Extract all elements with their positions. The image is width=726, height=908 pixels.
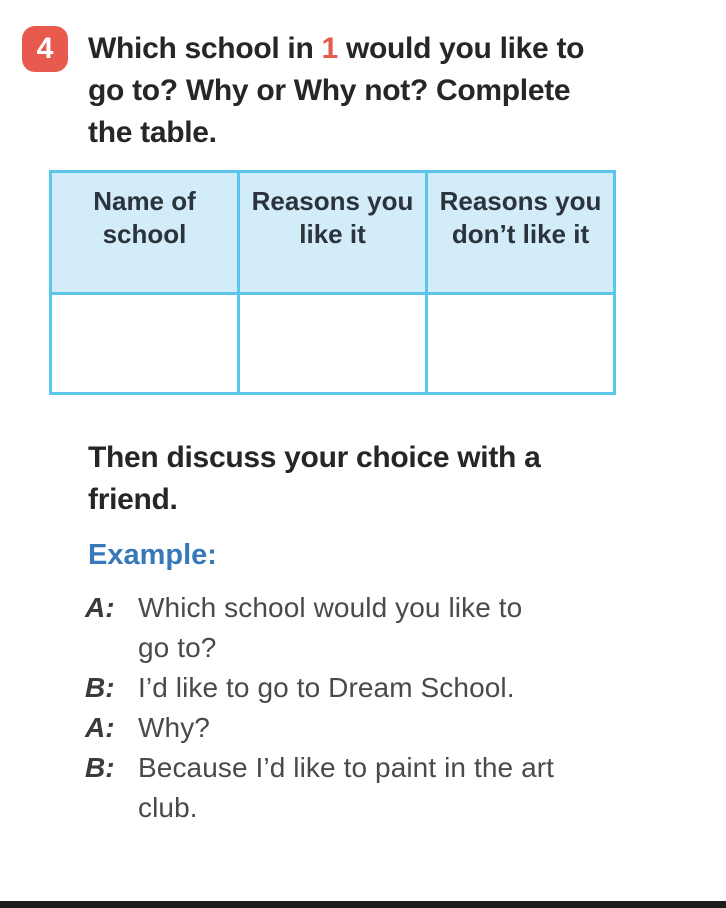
title-reference-number: 1 (321, 32, 338, 65)
dialogue-line (85, 588, 726, 668)
dialogue-text: Because I’d like to paint in the art club. (138, 752, 555, 823)
exercise-number: 4 (36, 32, 54, 65)
page-bottom-rule (0, 901, 726, 908)
answer-cell-reasons-dont-like[interactable] (427, 294, 615, 394)
exercise-header (22, 26, 726, 154)
answer-cell-reasons-like[interactable] (239, 294, 427, 394)
exercise-number-badge (22, 26, 68, 72)
table-row (51, 294, 615, 394)
dialogue-text: Why? (138, 712, 210, 743)
speaker-label: B: (85, 752, 115, 783)
dialogue-line (85, 668, 726, 708)
speaker-label: A: (85, 712, 115, 743)
exercise-title (88, 28, 608, 154)
answers-table-head (51, 172, 615, 294)
dialogue-text: Which school would you like to go to? (138, 592, 523, 663)
followup-instruction: Then discuss your choice with a friend. (88, 441, 541, 516)
workbook-page (0, 26, 726, 908)
column-header-reasons-dont-like: Reasons you don’t like it (427, 172, 615, 294)
answers-table (49, 170, 616, 395)
example-dialogue (85, 588, 726, 828)
column-header-reasons-like: Reasons you like it (239, 172, 427, 294)
dialogue-line (85, 708, 726, 748)
dialogue-text: I’d like to go to Dream School. (138, 672, 515, 703)
speaker-label: B: (85, 672, 115, 703)
column-header-name-of-school: Name of school (51, 172, 239, 294)
answer-cell-name-of-school[interactable] (51, 294, 239, 394)
table-header-row (51, 172, 615, 294)
dialogue-line (85, 748, 726, 828)
answers-table-body (51, 294, 615, 394)
speaker-label: A: (85, 592, 115, 623)
example-label: Example: (88, 539, 217, 571)
title-text-after: would you like to go to? Why or Why not? Complete the table. (88, 32, 585, 149)
title-text-before: Which school in (88, 32, 322, 65)
